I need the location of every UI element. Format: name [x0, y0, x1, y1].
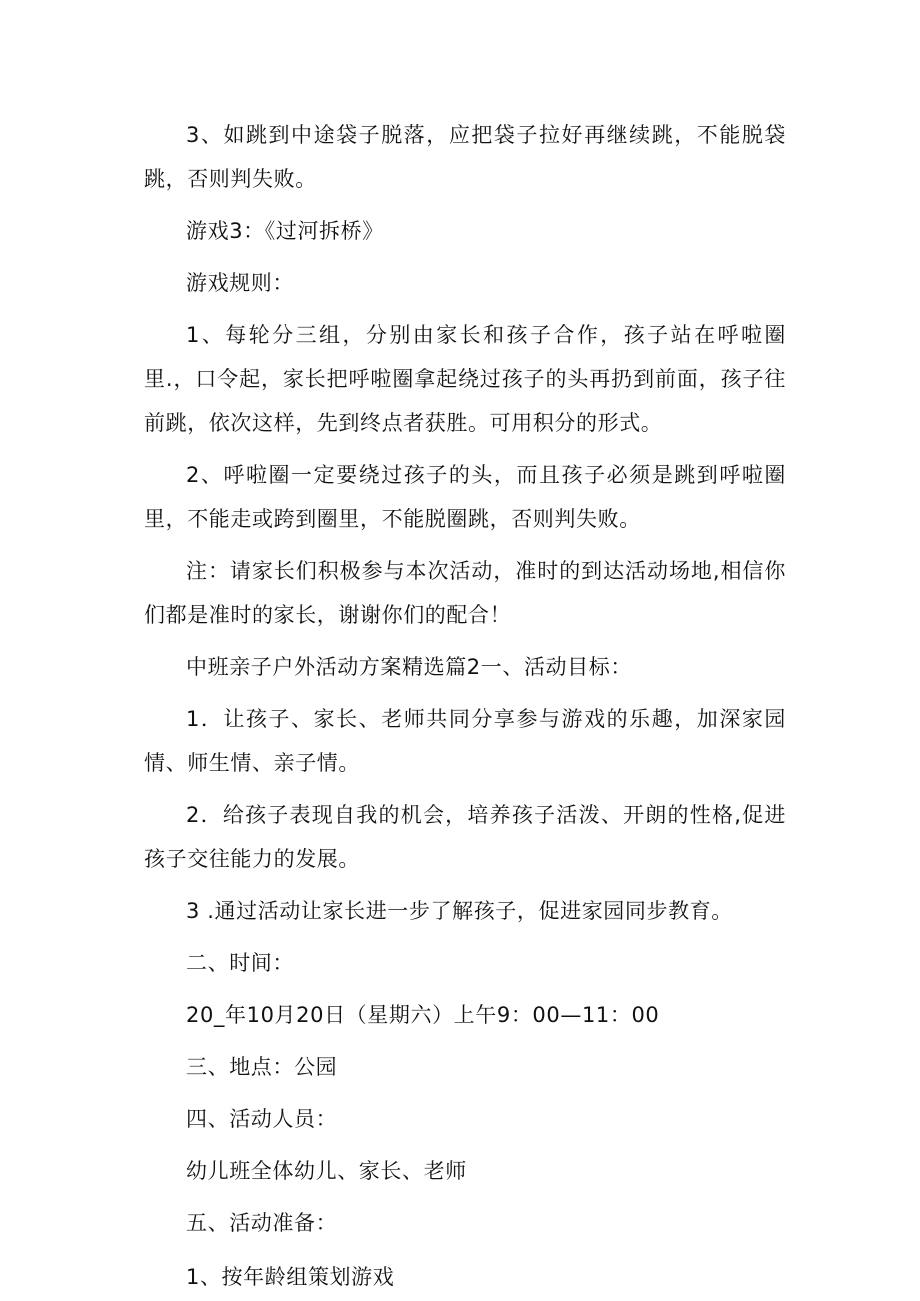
preparation-heading: 五、活动准备： [186, 1211, 338, 1235]
location-line: 三、地点：公园 [186, 1055, 338, 1079]
goal-item-1: 1．让孩子、家长、老师共同分享参与游戏的乐趣，加深家园情、师生情、亲子情。 [144, 707, 786, 775]
time-value: 20_年10月20日（星期六）上午9：00—11：00 [186, 1003, 660, 1027]
game-rules-heading: 游戏规则： [186, 271, 294, 295]
section-title-activity-goals: 中班亲子户外活动方案精选篇2一、活动目标： [186, 655, 632, 679]
document-body [144, 113, 786, 1299]
goal-item-2: 2．给孩子表现自我的机会，培养孩子活泼、开朗的性格,促进孩子交往能力的发展。 [144, 803, 786, 871]
goal-item-3: 3 .通过活动让家长进一步了解孩子，促进家园同步教育。 [186, 899, 733, 923]
time-heading: 二、时间： [186, 951, 294, 975]
participants-heading: 四、活动人员： [186, 1107, 338, 1131]
participants-value: 幼儿班全体幼儿、家长、老师 [186, 1159, 467, 1183]
paragraph-rule-2: 2、呼啦圈一定要绕过孩子的头，而且孩子必须是跳到呼啦圈里，不能走或跨到圈里，不能脱圈跳，否则判失败。 [144, 463, 786, 531]
preparation-item-1: 1、按年龄组策划游戏 [186, 1265, 395, 1289]
paragraph-rule-1: 1、每轮分三组，分别由家长和孩子合作，孩子站在呼啦圈里.，口令起，家长把呼啦圈拿起绕过孩子的头再扔到前面，孩子往前跳，依次这样，先到终点者获胜。可用积分的形式。 [144, 323, 786, 435]
paragraph-note: 注：请家长们积极参与本次活动，准时的到达活动场地,相信你们都是准时的家长，谢谢你们的配合！ [144, 559, 786, 627]
game-3-title: 游戏3：《过河拆桥》 [186, 219, 384, 243]
paragraph-rule-3: 3、如跳到中途袋子脱落，应把袋子拉好再继续跳，不能脱袋跳，否则判失败。 [144, 123, 786, 191]
